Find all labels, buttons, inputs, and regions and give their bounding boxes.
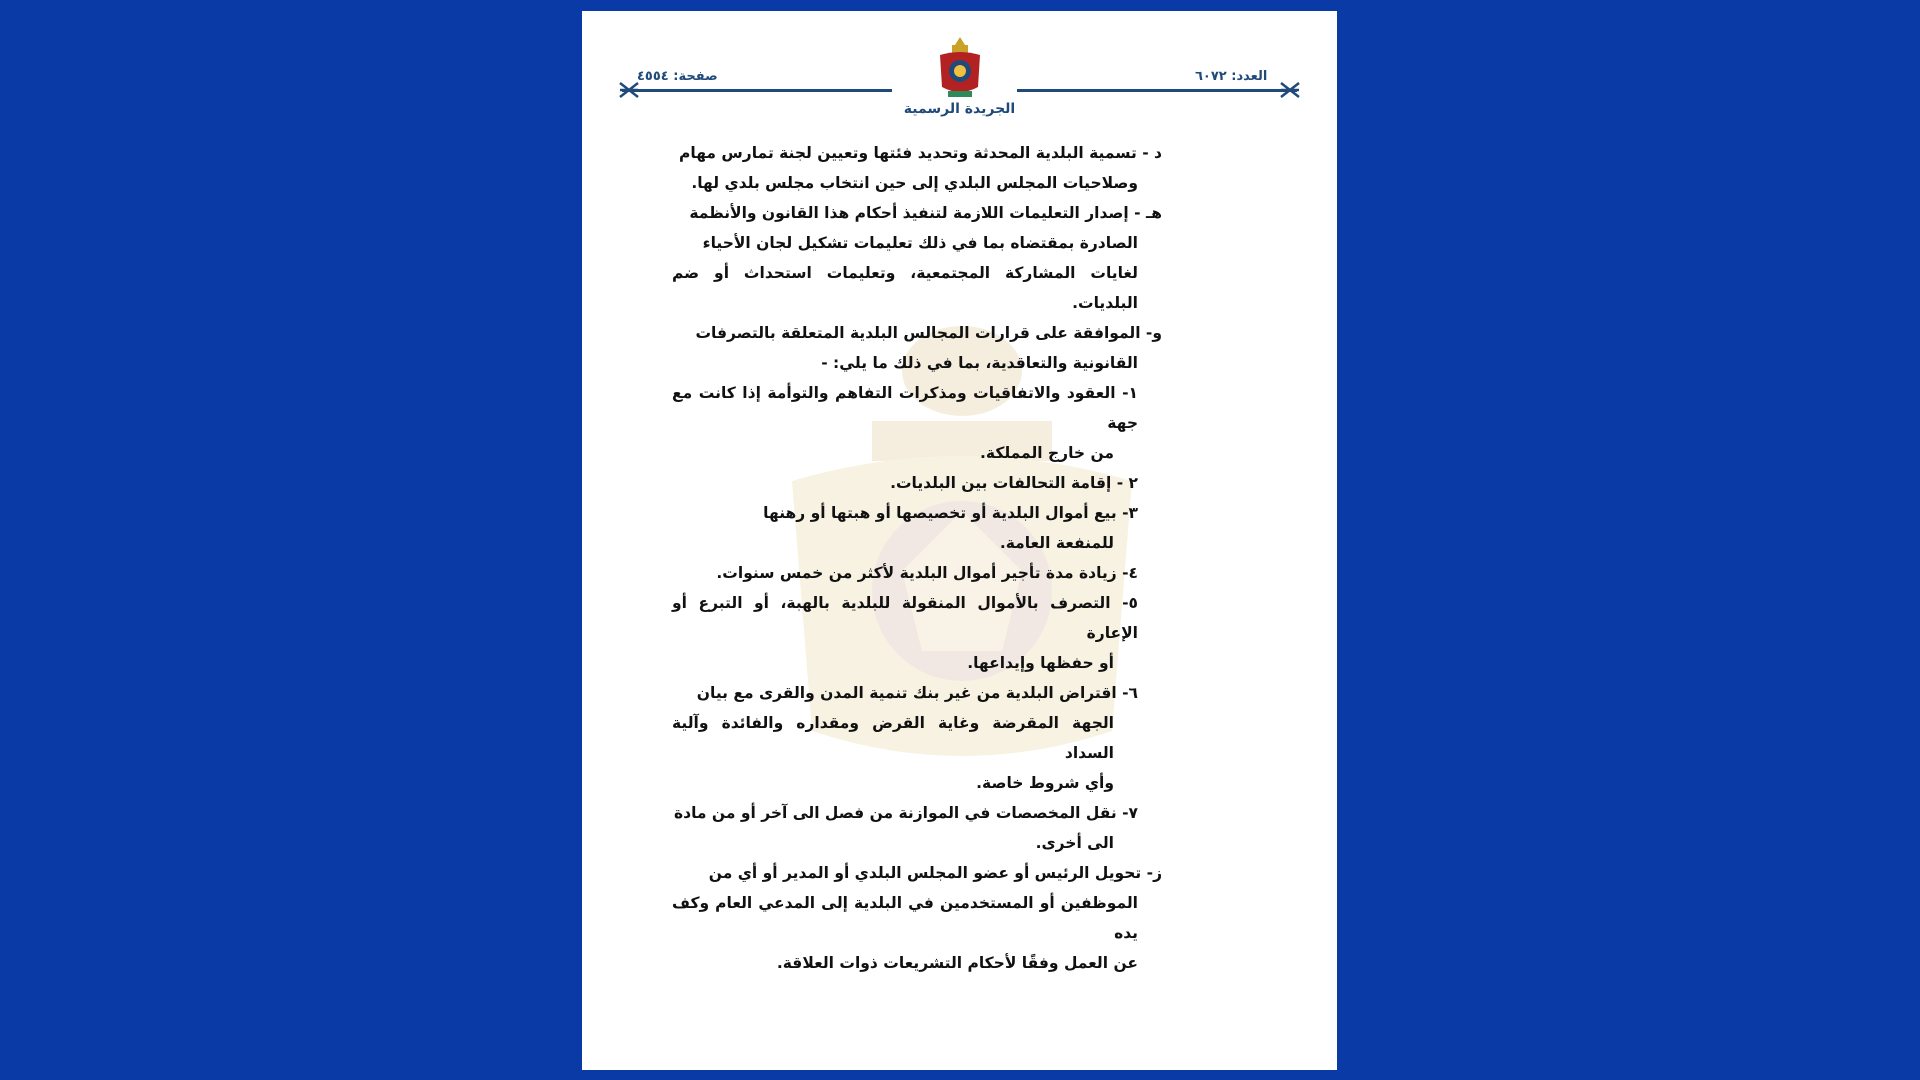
- clause-line: ٤- زيادة مدة تأجير أموال البلدية لأكثر من خمس سنوات.: [716, 564, 1138, 582]
- clause-line: ٥- التصرف بالأموال المنقولة للبلدية بالهبة، أو التبرع أو الإعارة: [672, 594, 1138, 642]
- clause-line: هـ - إصدار التعليمات اللازمة لتنفيذ أحكام هذا القانون والأنظمة: [689, 204, 1162, 222]
- clause-line: لغايات المشاركة المجتمعية، وتعليمات استحداث أو ضم البلديات.: [672, 264, 1138, 312]
- clause-2: [672, 468, 1162, 498]
- gazette-page: [582, 11, 1337, 1070]
- clause-w: [672, 318, 1162, 378]
- clause-line: الى أخرى.: [1035, 834, 1114, 852]
- clause-line: القانونية والتعاقدية، بما في ذلك ما يلي: -: [821, 354, 1138, 372]
- clause-line: ٦- اقتراض البلدية من غير بنك تنمية المدن والقرى مع بيان: [696, 684, 1138, 702]
- ornament-knot-right-icon: [1279, 81, 1301, 99]
- clause-1: [672, 378, 1162, 468]
- clause-line: ٣- بيع أموال البلدية أو تخصيصها أو هبتها أو رهنها: [763, 504, 1138, 522]
- clause-7: [672, 798, 1162, 858]
- issue-number: العدد: ٦٠٧٢: [1195, 69, 1268, 84]
- clause-line: ٧- نقل المخصصات في الموازنة من فصل الى آخر أو من مادة: [674, 804, 1138, 822]
- clause-line: من خارج المملكة.: [980, 444, 1114, 462]
- header-rule-left: [622, 89, 892, 92]
- clause-line: ٢ - إقامة التحالفات بين البلديات.: [890, 474, 1138, 492]
- header-rule-right: [1017, 89, 1297, 92]
- article-body: [672, 138, 1162, 978]
- clause-z: [672, 858, 1162, 978]
- clause-line: للمنفعة العامة.: [999, 534, 1114, 552]
- clause-6: [672, 678, 1162, 798]
- clause-line: ز- تحويل الرئيس أو عضو المجلس البلدي أو المدير أو أي من: [708, 864, 1162, 882]
- clause-line: و- الموافقة على قرارات المجالس البلدية المتعلقة بالتصرفات: [695, 324, 1162, 342]
- clause-line: أو حفظها وإيداعها.: [967, 654, 1114, 672]
- clause-line: الجهة المقرضة وغاية القرض ومقداره والفائدة وآلية السداد: [672, 714, 1114, 762]
- jordan-emblem-icon: [934, 35, 986, 101]
- gazette-title: الجريدة الرسمية: [903, 101, 1016, 117]
- page-number: صفحة: ٤٥٥٤: [637, 69, 718, 84]
- clause-line: الصادرة بمقتضاه بما في ذلك تعليمات تشكيل لجان الأحياء: [702, 234, 1138, 252]
- clause-line: د - تسمية البلدية المحدثة وتحديد فئتها وتعيين لجنة تمارس مهام: [679, 144, 1162, 162]
- clause-3: [672, 498, 1162, 558]
- clause-5: [672, 588, 1162, 678]
- clause-line: عن العمل وفقًا لأحكام التشريعات ذوات العلاقة.: [776, 954, 1138, 972]
- clause-d: [672, 138, 1162, 198]
- clause-4: [672, 558, 1162, 588]
- clause-line: وأي شروط خاصة.: [976, 774, 1114, 792]
- clause-line: ١- العقود والاتفاقيات ومذكرات التفاهم والتوأمة إذا كانت مع جهة: [672, 384, 1138, 432]
- clause-line: وصلاحيات المجلس البلدي إلى حين انتخاب مجلس بلدي لها.: [691, 174, 1138, 192]
- clause-h: [672, 198, 1162, 318]
- clause-line: الموظفين أو المستخدمين في البلدية إلى المدعي العام وكف يده: [672, 894, 1138, 942]
